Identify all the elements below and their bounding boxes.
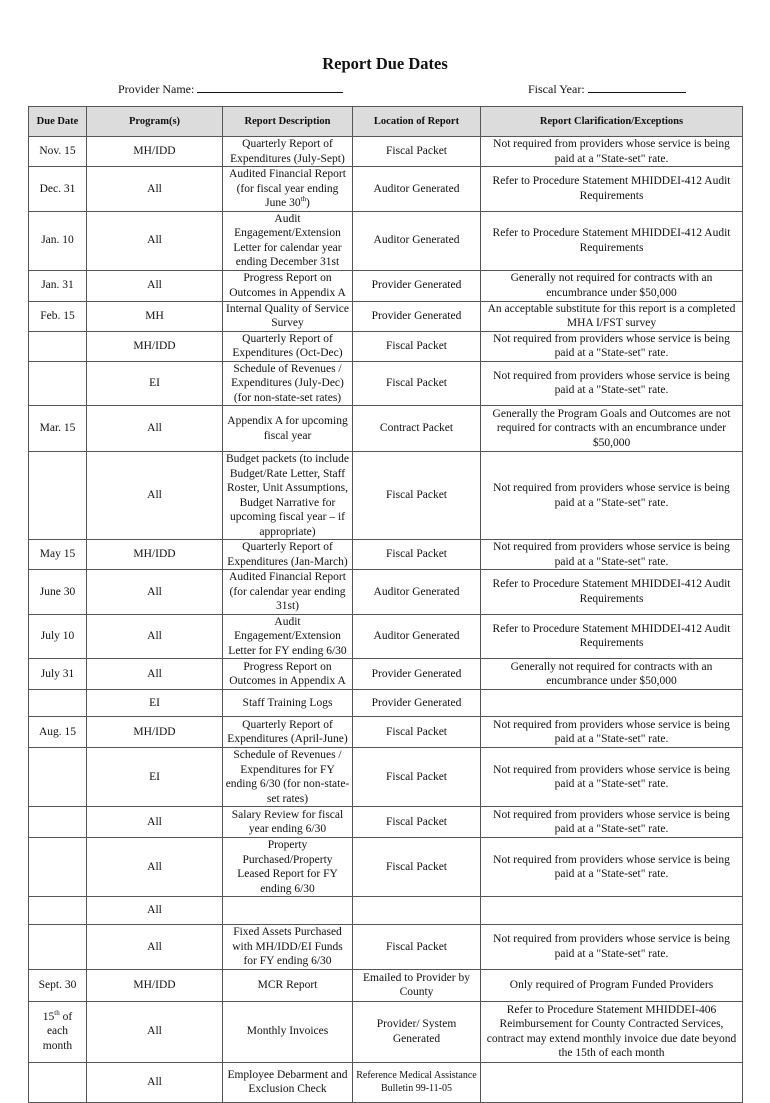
due-date-cell: June 30 [29,570,87,615]
table-row [29,659,743,690]
table-row [29,969,743,1001]
due-date-cell: Sept. 30 [29,969,87,1001]
clarification-cell: Not required from providers whose service is being paid at a "State-set" rate. [481,452,743,540]
description-cell: Salary Review for fiscal year ending 6/30 [223,807,353,838]
description-cell: Property Purchased/Property Leased Report for FY ending 6/30 [223,838,353,897]
due-date-cell [29,331,87,361]
clarification-cell: Not required from providers whose service is being paid at a "State-set" rate. [481,540,743,570]
due-date-cell: July 31 [29,659,87,690]
location-cell: Auditor Generated [353,167,481,212]
table-row [29,1062,743,1102]
table-row [29,331,743,361]
description-cell: Internal Quality of Service Survey [223,301,353,331]
clarification-cell: Not required from providers whose service is being paid at a "State-set" rate. [481,925,743,970]
program-cell: All [87,897,223,925]
clarification-cell [481,897,743,925]
table-row [29,270,743,301]
clarification-cell: Not required from providers whose service is being paid at a "State-set" rate. [481,717,743,748]
program-cell: MH/IDD [87,137,223,167]
clarification-cell: Generally the Program Goals and Outcomes are not required for contracts with an encumbrance under $50,000 [481,406,743,452]
due-date-cell [29,838,87,897]
page-title: Report Due Dates [322,54,448,73]
fiscal-year-label: Fiscal Year: [528,82,585,96]
location-cell: Reference Medical Assistance Bulletin 99-11-05 [353,1062,481,1102]
location-cell: Fiscal Packet [353,838,481,897]
column-header-programs: Program(s) [87,107,223,137]
fiscal-year-field [528,82,686,97]
location-cell: Fiscal Packet [353,361,481,406]
description-cell: Budget packets (to include Budget/Rate Letter, Staff Roster, Unit Assumptions, Budget Narrative for upcoming fiscal year – if appropriate) [223,452,353,540]
description-cell: Audited Financial Report (for fiscal year ending June 30th) [223,167,353,212]
program-cell: All [87,570,223,615]
due-date-cell: July 10 [29,614,87,659]
program-cell: All [87,925,223,970]
location-cell: Provider Generated [353,301,481,331]
location-cell: Contract Packet [353,406,481,452]
due-date-cell: Jan. 31 [29,270,87,301]
description-cell: Quarterly Report of Expenditures (Jan-March) [223,540,353,570]
location-cell [353,897,481,925]
due-date-cell [29,807,87,838]
column-header-due-date: Due Date [29,107,87,137]
program-cell: All [87,1001,223,1062]
column-header-description: Report Description [223,107,353,137]
description-cell: MCR Report [223,969,353,1001]
provider-name-label: Provider Name: [118,82,195,96]
due-date-cell [29,690,87,717]
due-date-cell: Dec. 31 [29,167,87,212]
due-date-cell [29,361,87,406]
program-cell: All [87,807,223,838]
location-cell: Fiscal Packet [353,925,481,970]
location-cell: Fiscal Packet [353,807,481,838]
clarification-cell: Refer to Procedure Statement MHIDDEI-412 Audit Requirements [481,570,743,615]
program-cell: MH [87,301,223,331]
due-date-cell: Aug. 15 [29,717,87,748]
table-header-row [29,107,743,137]
location-cell: Provider Generated [353,659,481,690]
report-due-dates-table [28,106,743,1103]
program-cell: All [87,1062,223,1102]
location-cell: Fiscal Packet [353,331,481,361]
location-cell: Auditor Generated [353,570,481,615]
description-cell: Audited Financial Report (for calendar year ending 31st) [223,570,353,615]
description-cell: Appendix A for upcoming fiscal year [223,406,353,452]
due-date-cell [29,452,87,540]
description-cell [223,897,353,925]
program-cell: EI [87,690,223,717]
due-date-cell: Mar. 15 [29,406,87,452]
fiscal-year-blank[interactable] [588,82,686,93]
program-cell: MH/IDD [87,717,223,748]
due-date-cell: Nov. 15 [29,137,87,167]
description-cell: Monthly Invoices [223,1001,353,1062]
program-cell: MH/IDD [87,969,223,1001]
table-row [29,211,743,270]
column-header-location: Location of Report [353,107,481,137]
location-cell: Provider Generated [353,690,481,717]
clarification-cell: Not required from providers whose service is being paid at a "State-set" rate. [481,361,743,406]
description-cell: Fixed Assets Purchased with MH/IDD/EI Funds for FY ending 6/30 [223,925,353,970]
clarification-cell [481,690,743,717]
description-cell: Quarterly Report of Expenditures (Oct-Dec) [223,331,353,361]
due-date-cell [29,925,87,970]
location-cell: Fiscal Packet [353,137,481,167]
due-date-cell [29,748,87,807]
clarification-cell: Only required of Program Funded Providers [481,969,743,1001]
description-cell: Audit Engagement/Extension Letter for FY ending 6/30 [223,614,353,659]
location-cell: Fiscal Packet [353,717,481,748]
clarification-cell: Refer to Procedure Statement MHIDDEI-412 Audit Requirements [481,167,743,212]
program-cell: MH/IDD [87,331,223,361]
location-cell: Auditor Generated [353,614,481,659]
program-cell: All [87,406,223,452]
clarification-cell: Generally not required for contracts with an encumbrance under $50,000 [481,270,743,301]
location-cell: Fiscal Packet [353,452,481,540]
table-row [29,690,743,717]
description-cell: Employee Debarment and Exclusion Check [223,1062,353,1102]
description-cell: Staff Training Logs [223,690,353,717]
clarification-cell: Not required from providers whose service is being paid at a "State-set" rate. [481,137,743,167]
clarification-cell: Not required from providers whose service is being paid at a "State-set" rate. [481,807,743,838]
table-row [29,838,743,897]
table-row [29,570,743,615]
location-cell: Provider/ System Generated [353,1001,481,1062]
program-cell: EI [87,748,223,807]
clarification-cell: Not required from providers whose service is being paid at a "State-set" rate. [481,331,743,361]
table-row [29,406,743,452]
description-cell: Quarterly Report of Expenditures (April-June) [223,717,353,748]
description-cell: Progress Report on Outcomes in Appendix A [223,659,353,690]
table-row [29,1001,743,1062]
table-row [29,897,743,925]
due-date-cell: Jan. 10 [29,211,87,270]
table-row [29,167,743,212]
clarification-cell: Not required from providers whose service is being paid at a "State-set" rate. [481,838,743,897]
table-row [29,137,743,167]
location-cell: Emailed to Provider by County [353,969,481,1001]
provider-name-blank[interactable] [197,82,343,93]
clarification-cell: Refer to Procedure Statement MHIDDEI-412 Audit Requirements [481,614,743,659]
due-date-cell [29,897,87,925]
table-row [29,925,743,970]
clarification-cell: An acceptable substitute for this report is a completed MHA I/FST survey [481,301,743,331]
description-cell: Schedule of Revenues / Expenditures for FY ending 6/30 (for non-state-set rates) [223,748,353,807]
due-date-cell: May 15 [29,540,87,570]
description-cell: Audit Engagement/Extension Letter for calendar year ending December 31st [223,211,353,270]
location-cell: Auditor Generated [353,211,481,270]
description-cell: Quarterly Report of Expenditures (July-Sept) [223,137,353,167]
location-cell: Fiscal Packet [353,748,481,807]
table-row [29,540,743,570]
table-row [29,301,743,331]
program-cell: All [87,167,223,212]
clarification-cell: Not required from providers whose service is being paid at a "State-set" rate. [481,748,743,807]
column-header-clarification: Report Clarification/Exceptions [481,107,743,137]
table-row [29,452,743,540]
table-row [29,717,743,748]
description-cell: Schedule of Revenues / Expenditures (July-Dec) (for non-state-set rates) [223,361,353,406]
due-date-cell [29,1062,87,1102]
table-row [29,748,743,807]
clarification-cell: Refer to Procedure Statement MHIDDEI-406 Reimbursement for County Contracted Services, contract may extend monthly invoice due date beyond the 15th of each month [481,1001,743,1062]
program-cell: MH/IDD [87,540,223,570]
clarification-cell: Refer to Procedure Statement MHIDDEI-412 Audit Requirements [481,211,743,270]
table-row [29,614,743,659]
table-row [29,807,743,838]
program-cell: All [87,614,223,659]
program-cell: All [87,270,223,301]
clarification-cell [481,1062,743,1102]
location-cell: Fiscal Packet [353,540,481,570]
location-cell: Provider Generated [353,270,481,301]
clarification-cell: Generally not required for contracts with an encumbrance under $50,000 [481,659,743,690]
program-cell: All [87,659,223,690]
program-cell: EI [87,361,223,406]
program-cell: All [87,838,223,897]
program-cell: All [87,452,223,540]
due-date-cell: 15th of each month [29,1001,87,1062]
table-row [29,361,743,406]
description-cell: Progress Report on Outcomes in Appendix A [223,270,353,301]
program-cell: All [87,211,223,270]
due-date-cell: Feb. 15 [29,301,87,331]
provider-name-field [118,82,343,97]
